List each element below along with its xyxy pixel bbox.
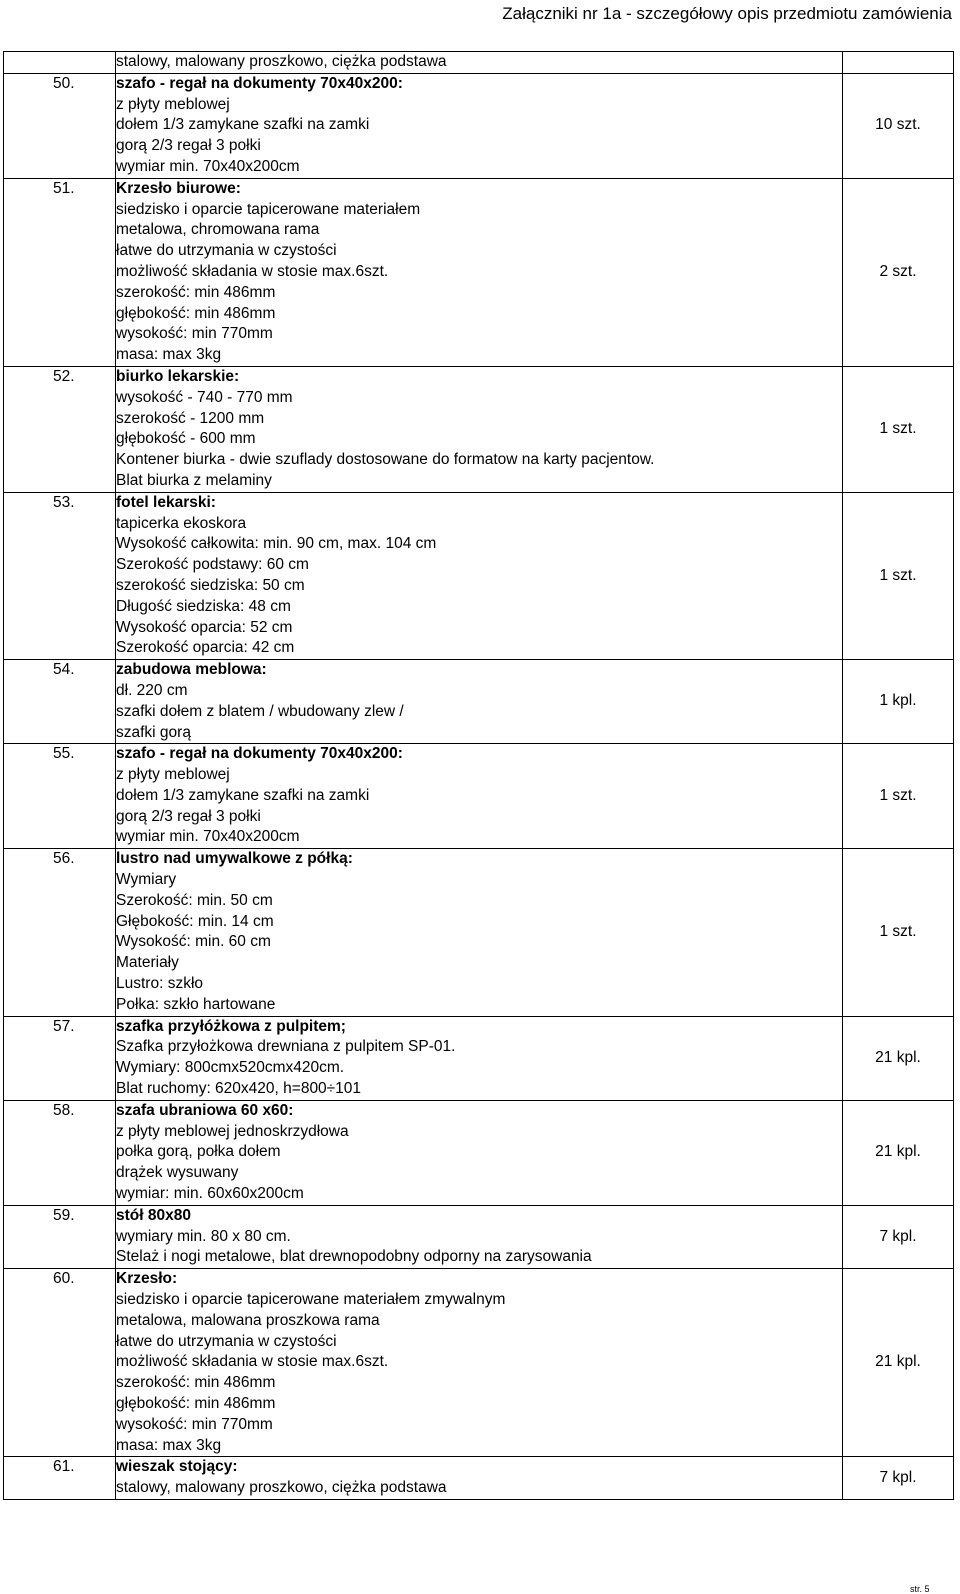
description-line: głębokość - 600 mm: [116, 430, 256, 448]
row-number-cell: [4, 1100, 116, 1205]
quantity-cell: 7 kpl.: [843, 1205, 954, 1268]
table-row: [4, 492, 954, 659]
description-cell: [116, 73, 843, 178]
description-line: Szerokość oparcia: 42 cm: [116, 639, 295, 657]
page-header-title: Załączniki nr 1a - szczegółowy opis przedmiotu zamówienia: [502, 4, 952, 23]
table-row: [4, 1269, 954, 1457]
description-cell: [116, 52, 843, 74]
description-line: z płyty meblowej: [116, 766, 230, 784]
description-line: możliwość składania w stosie max.6szt.: [116, 262, 389, 280]
description-line: z płyty meblowej jednoskrzydłowa: [116, 1122, 349, 1140]
page-number: str. 5: [910, 1584, 930, 1594]
quantity-cell: 1 szt.: [843, 366, 954, 492]
table-row: [4, 366, 954, 492]
item-title: szafo - regał na dokumenty 70x40x200:: [116, 74, 403, 92]
description-line: Szerokość: min. 50 cm: [116, 891, 273, 909]
item-number: 57.: [53, 1017, 75, 1035]
continuation-row: [4, 52, 954, 74]
description-line: siedzisko i oparcie tapicerowane materiałem zmywalnym: [116, 1291, 506, 1309]
description-line: wymiar min. 70x40x200cm: [116, 157, 300, 175]
description-line: Wysokość: min. 60 cm: [116, 933, 271, 951]
description-line: możliwość składania w stosie max.6szt.: [116, 1353, 389, 1371]
description-line: dołem 1/3 zamykane szafki na zamki: [116, 116, 370, 134]
quantity-cell: 1 kpl.: [843, 660, 954, 744]
description-line: Kontener biurka - dwie szuflady dostosowane do formatow na karty pacjentow.: [116, 451, 655, 469]
table-row: [4, 1016, 954, 1100]
table-row: [4, 744, 954, 849]
description-line: Szerokość podstawy: 60 cm: [116, 556, 309, 574]
row-number-cell: [4, 492, 116, 659]
item-number: 55.: [53, 745, 75, 763]
row-number-cell: [4, 1205, 116, 1268]
description-line: metalowa, malowana proszkowa rama: [116, 1311, 380, 1329]
row-number-cell: [4, 1457, 116, 1500]
description-line: Stelaż i nogi metalowe, blat drewnopodobny odporny na zarysowania: [116, 1248, 592, 1266]
item-title: fotel lekarski:: [116, 493, 216, 511]
description-cell: [116, 660, 843, 744]
item-title: lustro nad umywalkowe z półką:: [116, 850, 353, 868]
row-number-cell: [4, 178, 116, 366]
description-cell: [116, 849, 843, 1016]
description-line: Szafka przyłożkowa drewniana z pulpitem SP-01.: [116, 1038, 456, 1056]
item-number: 60.: [53, 1270, 75, 1288]
description-line: wymiary min. 80 x 80 cm.: [116, 1227, 291, 1245]
description-line: tapicerka ekoskora: [116, 514, 247, 532]
description-line: wysokość - 740 - 770 mm: [116, 388, 293, 406]
item-number: 53.: [53, 493, 75, 511]
row-number-cell: [4, 52, 116, 74]
description-line: szerokość: min 486mm: [116, 283, 276, 301]
description-line: szerokość siedziska: 50 cm: [116, 576, 305, 594]
description-line: Blat biurka z melaminy: [116, 471, 272, 489]
table-row: [4, 73, 954, 178]
description-line: Wymiary: 800cmx520cmx420cm.: [116, 1059, 345, 1077]
quantity-cell: 10 szt.: [843, 73, 954, 178]
description-cell: [116, 492, 843, 659]
item-title: szafo - regał na dokumenty 70x40x200:: [116, 745, 403, 763]
description-line: Wysokość całkowita: min. 90 cm, max. 104 cm: [116, 535, 437, 553]
quantity-cell: [843, 52, 954, 74]
row-number-cell: [4, 849, 116, 1016]
description-line: masa: max 3kg: [116, 1436, 222, 1454]
description-line: wysokość: min 770mm: [116, 325, 273, 343]
description-line: Długość siedziska: 48 cm: [116, 597, 291, 615]
description-line: metalowa, chromowana rama: [116, 221, 320, 239]
row-number-cell: [4, 1016, 116, 1100]
description-line: wymiar min. 70x40x200cm: [116, 828, 300, 846]
description-cell: [116, 1205, 843, 1268]
description-line: szafki dołem z blatem / wbudowany zlew /: [116, 702, 404, 720]
item-title: Krzesło biurowe:: [116, 179, 241, 197]
description-line: Materiały: [116, 954, 179, 972]
description-cell: [116, 1100, 843, 1205]
table-row: [4, 1457, 954, 1500]
description-line: drążek wysuwany: [116, 1164, 239, 1182]
description-line: Lustro: szkło: [116, 975, 204, 993]
specification-table-body: [4, 52, 954, 1500]
quantity-cell: 21 kpl.: [843, 1100, 954, 1205]
description-cell: [116, 1269, 843, 1457]
table-row: [4, 178, 954, 366]
quantity-cell: 1 szt.: [843, 492, 954, 659]
item-number: 52.: [53, 367, 75, 385]
description-line: Połka: szkło hartowane: [116, 995, 276, 1013]
description-cell: [116, 1457, 843, 1500]
description-line: masa: max 3kg: [116, 346, 222, 364]
description-line: wymiar: min. 60x60x200cm: [116, 1185, 304, 1203]
description-line: gorą 2/3 regał 3 połki: [116, 137, 261, 155]
description-line: gorą 2/3 regał 3 połki: [116, 807, 261, 825]
description-cell: [116, 366, 843, 492]
description-line: szafki gorą: [116, 723, 191, 741]
description-line: łatwe do utrzymania w czystości: [116, 242, 337, 260]
description-line: Wymiary: [116, 871, 177, 889]
description-cell: [116, 744, 843, 849]
row-number-cell: [4, 660, 116, 744]
item-title: stół 80x80: [116, 1206, 191, 1224]
item-number: 61.: [53, 1458, 75, 1476]
description-line: Głębokość: min. 14 cm: [116, 912, 274, 930]
item-title: wieszak stojący:: [116, 1458, 238, 1476]
table-row: [4, 1205, 954, 1268]
description-line: szerokość - 1200 mm: [116, 409, 265, 427]
row-number-cell: [4, 366, 116, 492]
item-number: 59.: [53, 1206, 75, 1224]
description-line: Blat ruchomy: 620x420, h=800÷101: [116, 1080, 362, 1098]
table-row: [4, 660, 954, 744]
description-line: łatwe do utrzymania w czystości: [116, 1332, 337, 1350]
description-line: szerokość: min 486mm: [116, 1374, 276, 1392]
quantity-cell: 21 kpl.: [843, 1269, 954, 1457]
quantity-cell: 7 kpl.: [843, 1457, 954, 1500]
description-line: stalowy, malowany proszkowo, ciężka podstawa: [116, 53, 447, 70]
item-number: 58.: [53, 1101, 75, 1119]
quantity-cell: 2 szt.: [843, 178, 954, 366]
specification-table: [3, 51, 954, 1500]
description-line: głębokość: min 486mm: [116, 304, 276, 322]
description-cell: [116, 178, 843, 366]
description-line: połka gorą, połka dołem: [116, 1143, 281, 1161]
description-line: siedzisko i oparcie tapicerowane materiałem: [116, 200, 421, 218]
row-number-cell: [4, 1269, 116, 1457]
description-line: wysokość: min 770mm: [116, 1415, 273, 1433]
item-title: biurko lekarskie:: [116, 367, 240, 385]
item-number: 56.: [53, 850, 75, 868]
table-row: [4, 1100, 954, 1205]
description-cell: [116, 1016, 843, 1100]
row-number-cell: [4, 73, 116, 178]
quantity-cell: 21 kpl.: [843, 1016, 954, 1100]
description-line: głębokość: min 486mm: [116, 1395, 276, 1412]
item-title: Krzesło:: [116, 1270, 178, 1288]
item-number: 54.: [53, 661, 75, 679]
description-line: z płyty meblowej: [116, 95, 230, 113]
item-number: 50.: [53, 74, 75, 92]
item-title: zabudowa meblowa:: [116, 661, 267, 679]
row-number-cell: [4, 744, 116, 849]
quantity-cell: 1 szt.: [843, 744, 954, 849]
table-row: [4, 849, 954, 1016]
item-title: szafa ubraniowa 60 x60:: [116, 1101, 294, 1119]
description-line: dołem 1/3 zamykane szafki na zamki: [116, 786, 370, 804]
item-number: 51.: [53, 179, 75, 197]
description-line: Wysokość oparcia: 52 cm: [116, 618, 293, 636]
description-line: dł. 220 cm: [116, 681, 188, 699]
quantity-cell: 1 szt.: [843, 849, 954, 1016]
description-line: stalowy, malowany proszkowo, ciężka podstawa: [116, 1479, 447, 1497]
item-title: szafka przyłóżkowa z pulpitem;: [116, 1017, 346, 1035]
